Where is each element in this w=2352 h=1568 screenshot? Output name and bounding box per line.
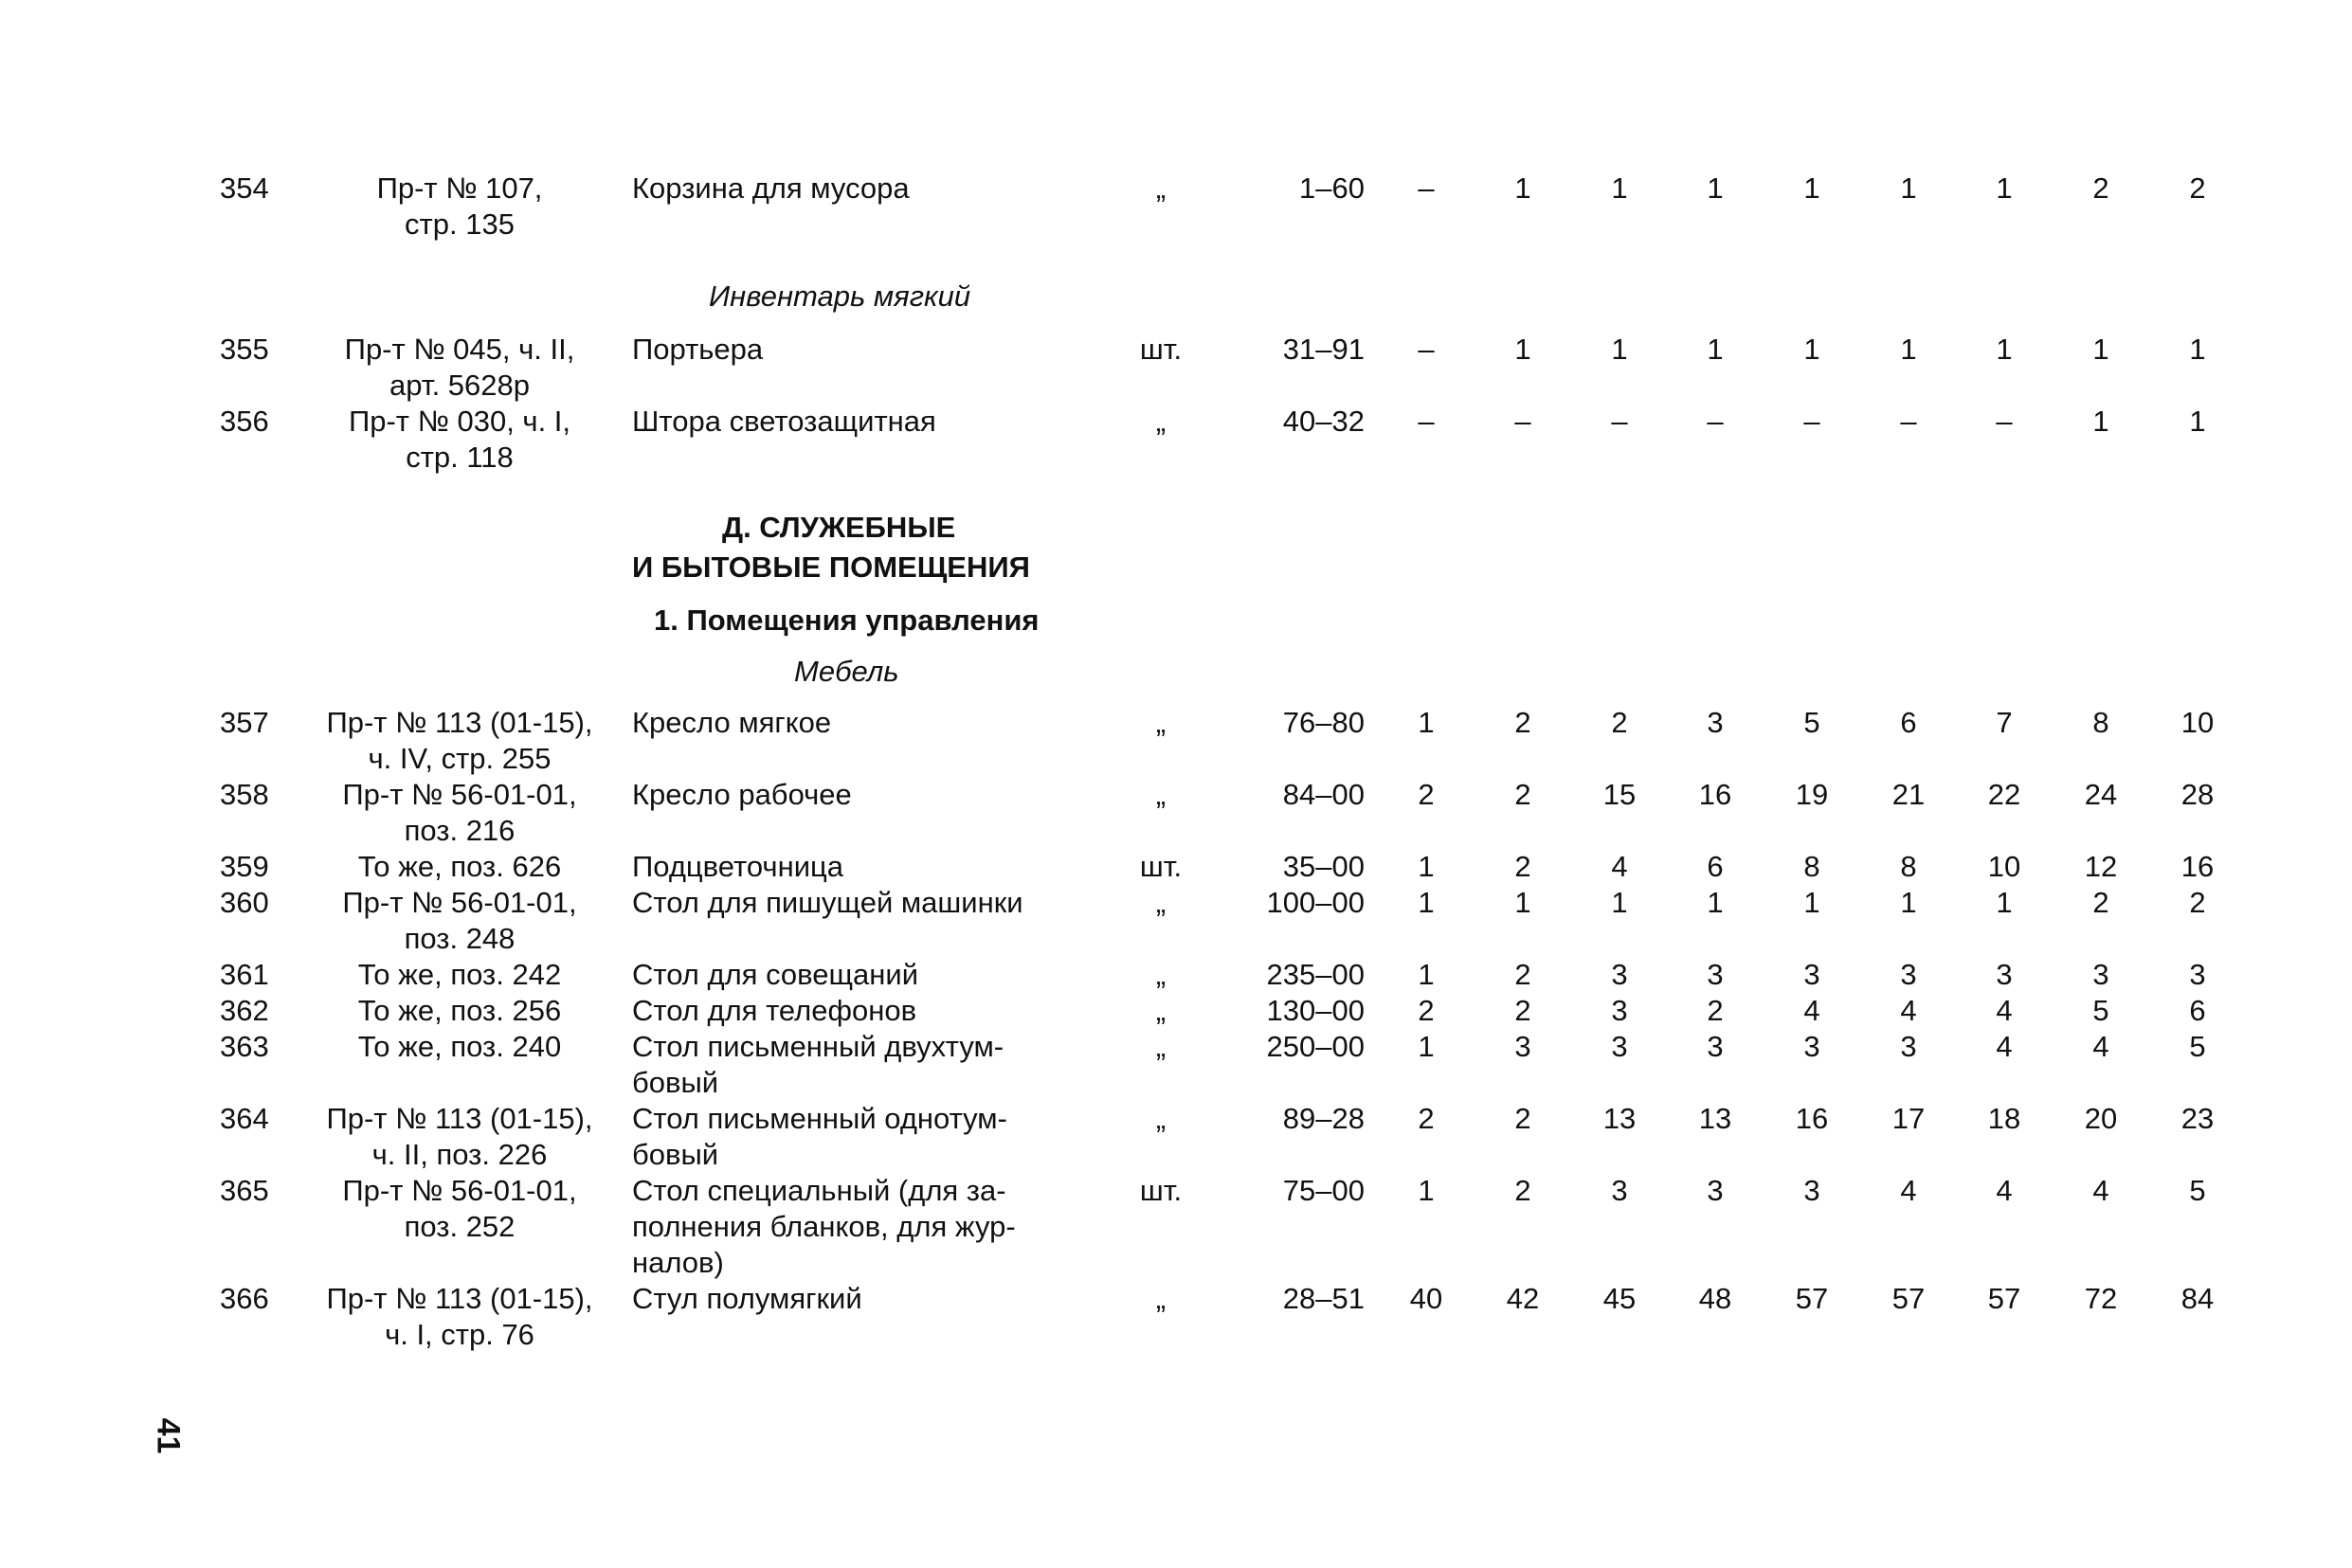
quantity-cell: 2 xyxy=(1707,994,1724,1027)
quantity-cell: 57 xyxy=(1891,1282,1926,1315)
quantity-cell: 1 xyxy=(1803,886,1820,919)
unit-price: 1–60 xyxy=(1299,171,1365,205)
unit-price: 250–00 xyxy=(1266,1030,1365,1063)
item-name: Стул полумягкий xyxy=(632,1282,862,1315)
quantity-cell: 1 xyxy=(1900,333,1917,366)
catalog-reference: То же, поз. 240 xyxy=(357,1030,562,1063)
quantity-cell: 28 xyxy=(2180,778,2215,811)
quantity-cell: 3 xyxy=(1611,1174,1628,1207)
unit-price: 31–91 xyxy=(1282,333,1365,366)
quantity-cell: 4 xyxy=(1611,850,1628,883)
quantity-cell: 3 xyxy=(1996,958,2013,991)
quantity-cell: 2 xyxy=(1611,706,1628,739)
item-name: Кресло мягкое xyxy=(632,706,832,739)
quantity-cell: 1 xyxy=(1900,171,1917,205)
quantity-cell: 20 xyxy=(2084,1102,2118,1135)
quantity-cell: 3 xyxy=(2092,958,2109,991)
unit-price: 35–00 xyxy=(1282,850,1365,883)
quantity-cell: 1 xyxy=(1418,886,1435,919)
quantity-cell: 8 xyxy=(1900,850,1917,883)
section-heading-soft-inventory: Инвентарь мягкий xyxy=(709,279,971,313)
row-number: 355 xyxy=(220,333,269,366)
quantity-cell: 3 xyxy=(2189,958,2206,991)
quantity-cell: – xyxy=(1803,405,1820,438)
quantity-cell: 4 xyxy=(1996,994,2013,1027)
quantity-cell: 3 xyxy=(1707,706,1724,739)
unit-of-measure: „ xyxy=(1155,1102,1167,1135)
unit-price: 100–00 xyxy=(1266,886,1365,919)
quantity-cell: 2 xyxy=(1514,706,1531,739)
item-name: Стол для совещаний xyxy=(632,958,919,991)
row-number: 361 xyxy=(220,958,269,991)
unit-of-measure: шт. xyxy=(1139,850,1183,883)
quantity-cell: 2 xyxy=(1514,1102,1531,1135)
catalog-reference: То же, поз. 242 xyxy=(357,958,562,991)
quantity-cell: 13 xyxy=(1602,1102,1637,1135)
quantity-cell: 22 xyxy=(1987,778,2021,811)
quantity-cell: – xyxy=(1418,405,1435,438)
catalog-reference: Пр-т № 045, ч. II, арт. 5628р xyxy=(344,333,575,402)
quantity-cell: 5 xyxy=(2189,1174,2206,1207)
unit-price: 40–32 xyxy=(1282,405,1365,438)
quantity-cell: – xyxy=(1418,171,1435,205)
quantity-cell: 3 xyxy=(1514,1030,1531,1063)
quantity-cell: 15 xyxy=(1602,778,1637,811)
row-number: 366 xyxy=(220,1282,269,1315)
row-number: 363 xyxy=(220,1030,269,1063)
quantity-cell: – xyxy=(1707,405,1724,438)
quantity-cell: – xyxy=(1514,405,1531,438)
quantity-cell: 42 xyxy=(1506,1282,1540,1315)
quantity-cell: 1 xyxy=(2189,405,2206,438)
quantity-cell: 3 xyxy=(1707,1030,1724,1063)
quantity-cell: 4 xyxy=(1900,1174,1917,1207)
quantity-cell: 1 xyxy=(1996,171,2013,205)
row-number: 360 xyxy=(220,886,269,919)
unit-price: 28–51 xyxy=(1282,1282,1365,1315)
quantity-cell: 8 xyxy=(1803,850,1820,883)
row-number: 354 xyxy=(220,171,269,205)
catalog-reference: То же, поз. 626 xyxy=(357,850,562,883)
quantity-cell: 4 xyxy=(1803,994,1820,1027)
unit-of-measure: „ xyxy=(1155,778,1167,811)
unit-of-measure: шт. xyxy=(1139,1174,1183,1207)
item-name: Стол специальный (для за- полнения бланков, для жур- налов) xyxy=(632,1174,1016,1279)
quantity-cell: 1 xyxy=(1611,333,1628,366)
item-name: Стол для телефонов xyxy=(632,994,917,1027)
quantity-cell: 1 xyxy=(1803,333,1820,366)
quantity-cell: 3 xyxy=(1707,1174,1724,1207)
unit-price: 89–28 xyxy=(1282,1102,1365,1135)
quantity-cell: – xyxy=(1611,405,1628,438)
catalog-reference: Пр-т № 113 (01-15), ч. I, стр. 76 xyxy=(326,1282,593,1351)
unit-of-measure: „ xyxy=(1155,886,1167,919)
quantity-cell: 6 xyxy=(1707,850,1724,883)
row-number: 364 xyxy=(220,1102,269,1135)
subsection-heading: 1. Помещения управления xyxy=(654,604,1040,637)
quantity-cell: 12 xyxy=(2084,850,2118,883)
quantity-cell: 1 xyxy=(1514,171,1531,205)
catalog-reference: Пр-т № 030, ч. I, стр. 118 xyxy=(348,405,571,474)
unit-of-measure: шт. xyxy=(1139,333,1183,366)
quantity-cell: 7 xyxy=(1996,706,2013,739)
row-number: 362 xyxy=(220,994,269,1027)
quantity-cell: 3 xyxy=(1611,994,1628,1027)
quantity-cell: 2 xyxy=(1514,958,1531,991)
quantity-cell: 40 xyxy=(1409,1282,1443,1315)
quantity-cell: 4 xyxy=(1996,1174,2013,1207)
quantity-cell: 1 xyxy=(1611,171,1628,205)
row-number: 359 xyxy=(220,850,269,883)
quantity-cell: 3 xyxy=(1611,958,1628,991)
quantity-cell: 16 xyxy=(1698,778,1732,811)
quantity-cell: 2 xyxy=(1418,1102,1435,1135)
quantity-cell: 2 xyxy=(1514,850,1531,883)
quantity-cell: 5 xyxy=(2189,1030,2206,1063)
unit-of-measure: „ xyxy=(1155,706,1167,739)
quantity-cell: 1 xyxy=(1803,171,1820,205)
catalog-reference: Пр-т № 56-01-01, поз. 252 xyxy=(342,1174,577,1243)
quantity-cell: 6 xyxy=(1900,706,1917,739)
item-name: Кресло рабочее xyxy=(632,778,852,811)
quantity-cell: 2 xyxy=(1514,778,1531,811)
quantity-cell: 19 xyxy=(1795,778,1829,811)
unit-of-measure: „ xyxy=(1155,1030,1167,1063)
quantity-cell: 3 xyxy=(1611,1030,1628,1063)
quantity-cell: 1 xyxy=(1418,958,1435,991)
quantity-cell: 2 xyxy=(2092,886,2109,919)
item-name: Корзина для мусора xyxy=(632,171,910,205)
unit-price: 84–00 xyxy=(1282,778,1365,811)
row-number: 357 xyxy=(220,706,269,739)
quantity-cell: 2 xyxy=(1514,1174,1531,1207)
quantity-cell: – xyxy=(1418,333,1435,366)
quantity-cell: 1 xyxy=(1996,886,2013,919)
item-name: Подцветочница xyxy=(632,850,844,883)
quantity-cell: 1 xyxy=(1514,333,1531,366)
unit-of-measure: „ xyxy=(1155,1282,1167,1315)
item-name: Стол письменный однотум- бовый xyxy=(632,1102,1007,1171)
catalog-reference: Пр-т № 107, стр. 135 xyxy=(376,171,543,241)
quantity-cell: 1 xyxy=(1900,886,1917,919)
quantity-cell: 18 xyxy=(1987,1102,2021,1135)
quantity-cell: 24 xyxy=(2084,778,2118,811)
quantity-cell: 1 xyxy=(1707,886,1724,919)
quantity-cell: 1 xyxy=(1707,333,1724,366)
catalog-reference: Пр-т № 113 (01-15), ч. IV, стр. 255 xyxy=(326,706,593,775)
catalog-reference: То же, поз. 256 xyxy=(357,994,562,1027)
quantity-cell: 84 xyxy=(2180,1282,2215,1315)
item-name: Портьера xyxy=(632,333,764,366)
page-number: 41 xyxy=(150,1417,187,1454)
quantity-cell: 2 xyxy=(1418,778,1435,811)
quantity-cell: 48 xyxy=(1698,1282,1732,1315)
quantity-cell: 16 xyxy=(1795,1102,1829,1135)
row-number: 365 xyxy=(220,1174,269,1207)
quantity-cell: 4 xyxy=(2092,1174,2109,1207)
quantity-cell: 45 xyxy=(1602,1282,1637,1315)
catalog-reference: Пр-т № 113 (01-15), ч. II, поз. 226 xyxy=(326,1102,593,1171)
quantity-cell: 3 xyxy=(1803,1030,1820,1063)
quantity-cell: 2 xyxy=(2189,886,2206,919)
unit-price: 75–00 xyxy=(1282,1174,1365,1207)
quantity-cell: 1 xyxy=(1996,333,2013,366)
quantity-cell: 23 xyxy=(2180,1102,2215,1135)
quantity-cell: 1 xyxy=(1418,850,1435,883)
quantity-cell: 13 xyxy=(1698,1102,1732,1135)
quantity-cell: 1 xyxy=(2092,333,2109,366)
quantity-cell: 3 xyxy=(1803,1174,1820,1207)
unit-price: 76–80 xyxy=(1282,706,1365,739)
unit-price: 235–00 xyxy=(1266,958,1365,991)
catalog-reference: Пр-т № 56-01-01, поз. 216 xyxy=(342,778,577,847)
quantity-cell: 16 xyxy=(2180,850,2215,883)
row-number: 356 xyxy=(220,405,269,438)
quantity-cell: 1 xyxy=(1418,1030,1435,1063)
quantity-cell: 57 xyxy=(1795,1282,1829,1315)
quantity-cell: 17 xyxy=(1891,1102,1926,1135)
item-name: Стол письменный двухтум- бовый xyxy=(632,1030,1004,1099)
unit-of-measure: „ xyxy=(1155,994,1167,1027)
item-name: Штора светозащитная xyxy=(632,405,936,438)
quantity-cell: 1 xyxy=(1707,171,1724,205)
unit-of-measure: „ xyxy=(1155,405,1167,438)
item-name: Стол для пишущей машинки xyxy=(632,886,1023,919)
quantity-cell: 57 xyxy=(1987,1282,2021,1315)
quantity-cell: 10 xyxy=(1987,850,2021,883)
quantity-cell: 3 xyxy=(1707,958,1724,991)
quantity-cell: 21 xyxy=(1891,778,1926,811)
quantity-cell: 1 xyxy=(2092,405,2109,438)
quantity-cell: 6 xyxy=(2189,994,2206,1027)
catalog-reference: Пр-т № 56-01-01, поз. 248 xyxy=(342,886,577,955)
quantity-cell: 1 xyxy=(1611,886,1628,919)
quantity-cell: 4 xyxy=(2092,1030,2109,1063)
quantity-cell: – xyxy=(1996,405,2013,438)
quantity-cell: 72 xyxy=(2084,1282,2118,1315)
quantity-cell: 2 xyxy=(1514,994,1531,1027)
unit-of-measure: „ xyxy=(1155,171,1167,205)
quantity-cell: 3 xyxy=(1900,1030,1917,1063)
quantity-cell: 2 xyxy=(1418,994,1435,1027)
unit-price: 130–00 xyxy=(1266,994,1365,1027)
quantity-cell: 1 xyxy=(2189,333,2206,366)
quantity-cell: 4 xyxy=(1996,1030,2013,1063)
section-heading-d-line2: И БЫТОВЫЕ ПОМЕЩЕНИЯ xyxy=(632,550,1030,584)
quantity-cell: 1 xyxy=(1514,886,1531,919)
quantity-cell: 4 xyxy=(1900,994,1917,1027)
quantity-cell: 2 xyxy=(2092,171,2109,205)
quantity-cell: 8 xyxy=(2092,706,2109,739)
row-number: 358 xyxy=(220,778,269,811)
quantity-cell: 1 xyxy=(1418,706,1435,739)
unit-of-measure: „ xyxy=(1155,958,1167,991)
quantity-cell: 3 xyxy=(1900,958,1917,991)
quantity-cell: 5 xyxy=(2092,994,2109,1027)
quantity-cell: 3 xyxy=(1803,958,1820,991)
quantity-cell: 5 xyxy=(1803,706,1820,739)
quantity-cell: – xyxy=(1900,405,1917,438)
section-heading-furniture: Мебель xyxy=(794,655,899,688)
quantity-cell: 2 xyxy=(2189,171,2206,205)
quantity-cell: 1 xyxy=(1418,1174,1435,1207)
quantity-cell: 10 xyxy=(2180,706,2215,739)
section-heading-d-line1: Д. СЛУЖЕБНЫЕ xyxy=(722,511,956,544)
